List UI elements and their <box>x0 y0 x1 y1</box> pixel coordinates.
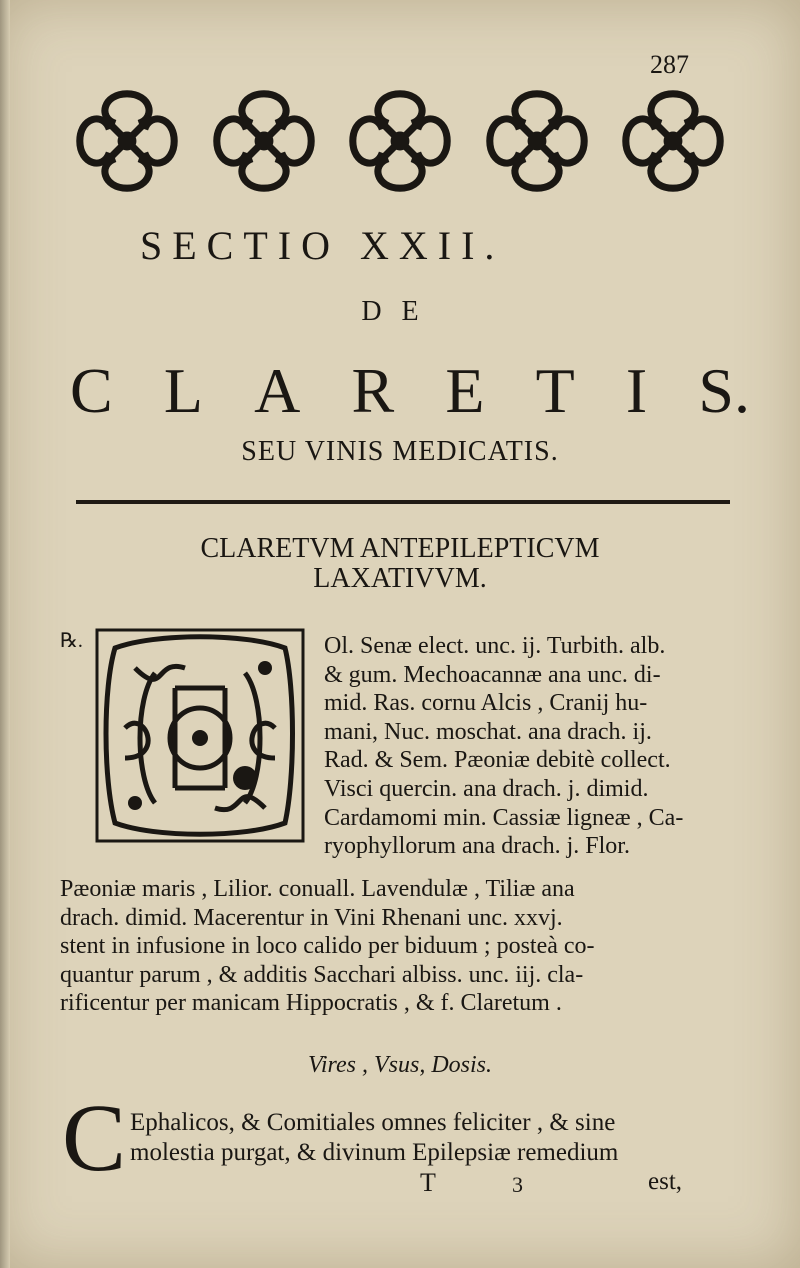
claretis-letter: C <box>70 355 113 426</box>
fleuron-ornament-1 <box>68 82 186 200</box>
heading-de: DE <box>361 296 439 327</box>
text-line: rificentur per manicam Hippocratis , & f. Claretum . <box>60 990 562 1017</box>
signature-mark: T <box>420 1168 436 1197</box>
text-line: Pæoniæ maris , Lilior. conuall. Lavendulæ , Tiliæ ana <box>60 876 575 902</box>
catchword: est, <box>648 1168 683 1195</box>
text-line: mani, Nuc. moschat. ana drach. ij. <box>324 718 652 745</box>
drop-cap-c: C <box>62 1084 127 1191</box>
signature-number: 3 <box>512 1172 523 1197</box>
claretis-letter: A <box>254 355 301 426</box>
text-line: drach. dimid. Macerentur in Vini Rhenani unc. xxvj. <box>60 904 563 931</box>
claretis-letter: T <box>535 355 575 426</box>
text-line: Rad. & Sem. Pæoniæ debitè collect. <box>324 747 671 774</box>
text-line: mid. Ras. cornu Alcis , Cranij hu- <box>324 690 648 717</box>
horizontal-rule <box>76 500 730 504</box>
recipe-text-right <box>324 632 734 861</box>
decorated-initial-o-image <box>95 628 305 843</box>
recipe-symbol: ℞. <box>60 630 83 652</box>
claretis-letter: S. <box>698 355 750 426</box>
recipe-title-line: CLARETVM ANTEPILEPTICVM <box>200 533 600 564</box>
page-number: 287 <box>650 50 689 79</box>
recipe-title-line: LAXATIVVM. <box>313 563 487 594</box>
claretis-letter: L <box>163 355 203 426</box>
heading-claretis <box>70 354 750 428</box>
claretis-letter: I <box>625 355 648 426</box>
text-line: ryophyllorum ana drach. j. Flor. <box>324 833 630 860</box>
fleuron-ornament-3 <box>341 82 459 200</box>
vires-heading: Vires , Vsus, Dosis. <box>307 1052 492 1078</box>
fleuron-ornament-4 <box>478 82 596 200</box>
claretis-letter: R <box>351 355 395 426</box>
heading-subtitle: SEU VINIS MEDICATIS. <box>241 436 559 467</box>
text-line: Ephalicos, & Comitiales omnes feliciter , & sine <box>130 1109 616 1136</box>
recipe-text-full <box>60 875 740 1018</box>
fleuron-ornament-5 <box>614 82 732 200</box>
ornament-band <box>68 82 732 202</box>
text-line: Cardamomi min. Cassiæ ligneæ , Ca- <box>324 804 684 831</box>
recipe-title <box>0 534 800 594</box>
text-line: Ol. Senæ elect. unc. ij. Turbith. alb. <box>324 633 666 659</box>
text-line: Visci quercin. ana drach. j. dimid. <box>324 775 649 802</box>
text-line: & gum. Mechoacannæ ana unc. di- <box>324 661 661 688</box>
text-line: quantur parum , & additis Sacchari albiss. unc. iij. cla- <box>60 961 584 988</box>
claretis-letter: E <box>445 355 485 426</box>
fleuron-ornament-2 <box>205 82 323 200</box>
vires-text <box>130 1108 730 1168</box>
text-line: stent in infusione in loco calido per biduum ; posteà co- <box>60 933 595 960</box>
section-heading: SECTIO XXII. <box>140 223 505 268</box>
text-line: molestia purgat, & divinum Epilepsiæ remedium <box>130 1139 619 1166</box>
